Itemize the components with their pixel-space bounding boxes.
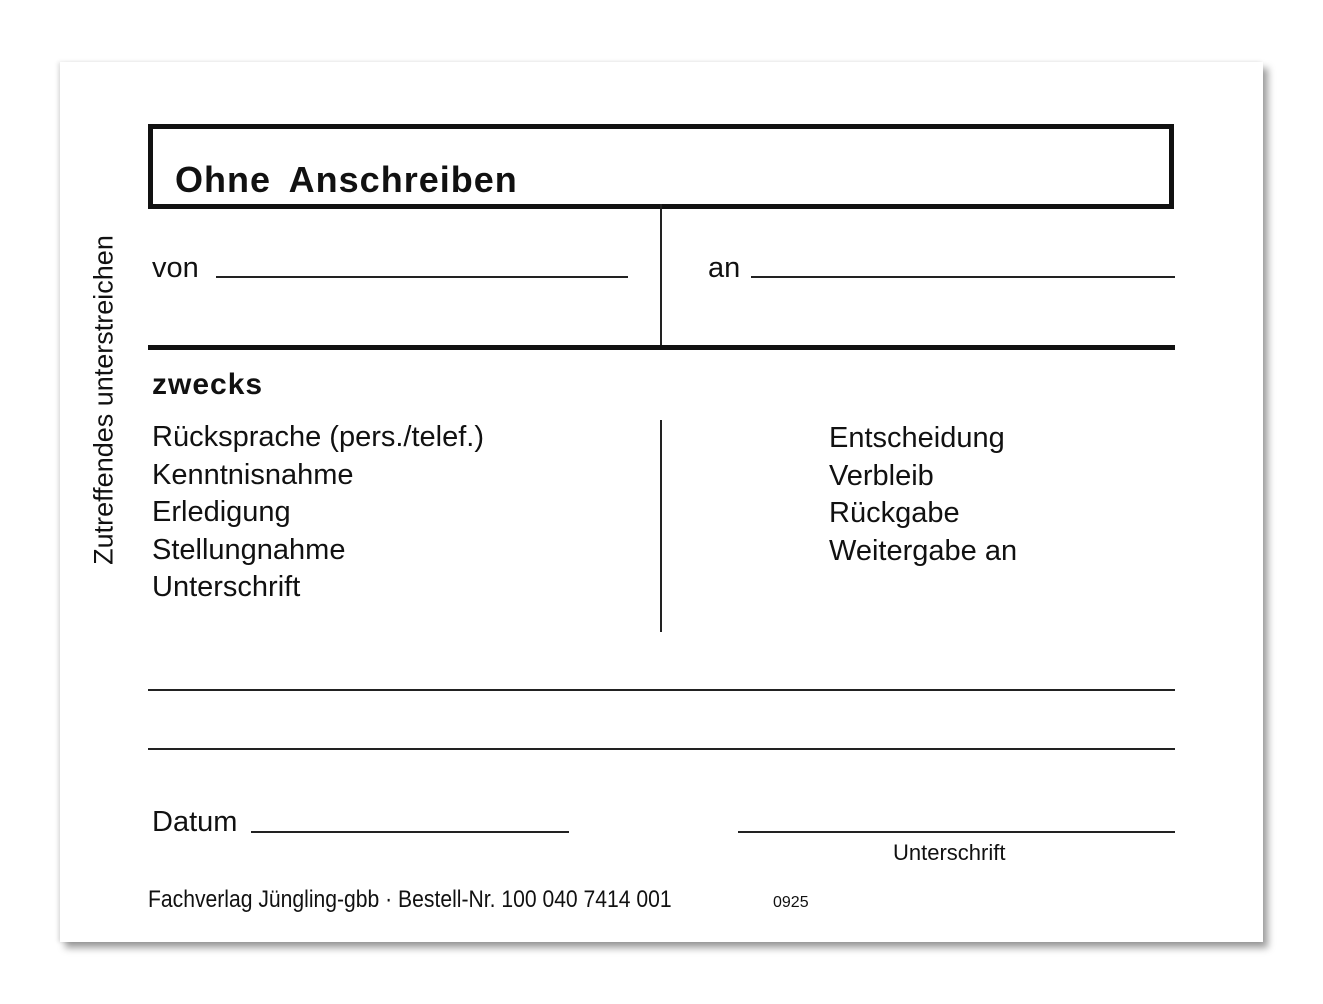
purpose-heading: zwecks [152,368,264,401]
date-field-line[interactable] [251,831,569,833]
section-divider [148,345,1175,350]
to-label: an [708,252,741,284]
publisher-info: Fachverlag Jüngling-gbb · Bestell-Nr. 100 040 7414 001 [148,886,672,913]
from-label: von [152,252,199,284]
signature-caption: Unterschrift [893,840,1006,865]
option-verbleib[interactable]: Verbleib [829,459,934,492]
option-ruecksprache[interactable]: Rücksprache (pers./telef.) [152,421,485,453]
purpose-options-left [152,419,484,607]
option-rueckgabe[interactable]: Rückgabe [829,497,960,529]
date-label: Datum [152,806,238,838]
purpose-options-right [829,420,1017,570]
option-unterschrift[interactable]: Unterschrift [152,571,301,603]
note-line-2[interactable] [148,748,1175,750]
option-stellungnahme[interactable]: Stellungnahme [152,533,346,566]
form-title: Ohne Anschreiben [175,159,518,200]
option-erledigung[interactable]: Erledigung [152,496,291,528]
note-line-1[interactable] [148,689,1175,691]
column-divider-top [660,204,662,346]
option-weitergabe[interactable]: Weitergabe an [829,534,1018,567]
to-field-line[interactable] [751,276,1175,278]
form-code: 0925 [773,894,809,911]
signature-line[interactable] [738,831,1175,833]
option-entscheidung[interactable]: Entscheidung [829,422,1005,454]
title-box [148,124,1174,209]
column-divider-options [660,420,662,632]
side-instruction: Zutreffendes unterstreichen [88,235,119,565]
from-field-line[interactable] [216,276,628,278]
option-kenntnisnahme[interactable]: Kenntnisnahme [152,458,354,491]
